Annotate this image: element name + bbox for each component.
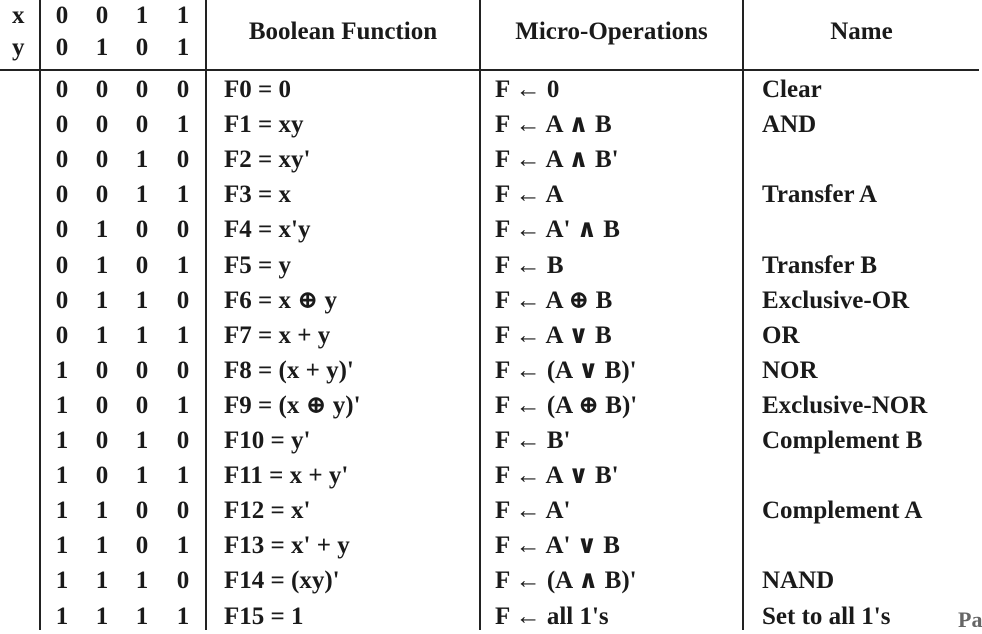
header-x-bit: 1: [176, 2, 190, 29]
header-x-label: x: [12, 2, 25, 29]
row-bit: 0: [135, 216, 149, 244]
row-bit: 1: [95, 251, 109, 279]
operation-name-cell: Exclusive-OR: [762, 286, 910, 314]
table-divider: [39, 0, 41, 630]
row-bit: 0: [55, 146, 69, 174]
boolean-function-cell: F13 = x' + y: [224, 532, 350, 560]
row-bit: 0: [55, 251, 69, 279]
row-bit: 0: [135, 497, 149, 525]
micro-operation-cell: F ← (A ⊕ B)': [495, 391, 638, 419]
header-x-bit: 1: [135, 2, 149, 29]
boolean-function-cell: F6 = x ⊕ y: [224, 286, 337, 314]
boolean-function-cell: F9 = (x ⊕ y)': [224, 391, 361, 419]
column-header-function: Boolean Function: [248, 18, 438, 45]
micro-operation-cell: F ← (A ∨ B)': [495, 356, 637, 384]
row-bit: 0: [176, 356, 190, 384]
micro-operation-cell: F ← A' ∨ B: [495, 532, 620, 560]
row-bit: 0: [135, 111, 149, 139]
operation-name-cell: Set to all 1's: [762, 602, 891, 630]
operation-name-cell: Transfer B: [762, 251, 878, 279]
page-corner-text: Pa: [958, 607, 982, 632]
boolean-function-cell: F5 = y: [224, 251, 292, 279]
row-bit: 0: [95, 181, 109, 209]
micro-operation-cell: F ← B': [495, 427, 571, 454]
row-bit: 1: [135, 427, 149, 454]
row-bit: 1: [55, 356, 69, 384]
row-bit: 1: [135, 181, 149, 209]
row-bit: 0: [55, 286, 69, 314]
operation-name-cell: NOR: [762, 356, 818, 384]
row-bit: 0: [176, 216, 190, 244]
row-bit: 1: [135, 602, 149, 630]
operation-name-cell: Complement B: [762, 427, 923, 454]
row-bit: 0: [176, 76, 190, 103]
row-bit: 0: [95, 427, 109, 454]
row-bit: 0: [95, 146, 109, 174]
row-bit: 1: [135, 321, 149, 349]
row-bit: 0: [135, 251, 149, 279]
row-bit: 0: [176, 286, 190, 314]
micro-operation-cell: F ← (A ∧ B)': [495, 567, 637, 595]
row-bit: 0: [176, 146, 190, 174]
row-bit: 1: [95, 567, 109, 595]
header-y-label: y: [12, 34, 25, 61]
row-bit: 0: [176, 567, 190, 595]
row-bit: 0: [95, 111, 109, 139]
column-header-name: Name: [830, 18, 893, 45]
row-bit: 0: [135, 532, 149, 560]
row-bit: 1: [135, 146, 149, 174]
boolean-function-cell: F15 = 1: [224, 602, 304, 630]
micro-operation-cell: F ← A' ∧ B: [495, 216, 620, 244]
boolean-function-cell: F3 = x: [224, 181, 292, 209]
operation-name-cell: NAND: [762, 567, 835, 595]
row-bit: 1: [55, 391, 69, 419]
header-x-bit: 0: [55, 2, 69, 29]
row-bit: 1: [176, 111, 190, 139]
row-bit: 1: [176, 321, 190, 349]
row-bit: 0: [55, 216, 69, 244]
row-bit: 0: [176, 427, 190, 454]
row-bit: 0: [135, 391, 149, 419]
row-bit: 1: [135, 462, 149, 490]
row-bit: 1: [176, 251, 190, 279]
boolean-function-cell: F0 = 0: [224, 76, 292, 103]
micro-operation-cell: F ← B: [495, 251, 564, 279]
row-bit: 1: [95, 532, 109, 560]
operation-name-cell: Clear: [762, 76, 822, 103]
header-divider: [0, 69, 979, 71]
row-bit: 1: [135, 567, 149, 595]
row-bit: 1: [176, 602, 190, 630]
header-y-bit: 1: [176, 34, 190, 61]
row-bit: 1: [55, 427, 69, 454]
row-bit: 1: [55, 532, 69, 560]
boolean-function-cell: F10 = y': [224, 427, 311, 454]
operation-name-cell: Transfer A: [762, 181, 878, 209]
table-divider: [205, 0, 207, 630]
boolean-function-cell: F1 = xy: [224, 111, 304, 139]
boolean-function-cell: F8 = (x + y)': [224, 356, 354, 384]
boolean-function-cell: F2 = xy': [224, 146, 311, 174]
row-bit: 1: [176, 391, 190, 419]
operation-name-cell: Complement A: [762, 497, 923, 525]
row-bit: 0: [135, 356, 149, 384]
table-divider: [742, 0, 744, 630]
row-bit: 0: [55, 321, 69, 349]
boolean-function-cell: F11 = x + y': [224, 462, 349, 490]
row-bit: 0: [176, 497, 190, 525]
micro-operation-cell: F ← A ∧ B': [495, 146, 619, 174]
row-bit: 1: [135, 286, 149, 314]
boolean-function-cell: F4 = x'y: [224, 216, 311, 244]
row-bit: 0: [55, 111, 69, 139]
row-bit: 1: [55, 567, 69, 595]
row-bit: 1: [55, 602, 69, 630]
row-bit: 0: [55, 181, 69, 209]
micro-operation-cell: F ← A: [495, 181, 564, 209]
row-bit: 1: [95, 321, 109, 349]
row-bit: 0: [135, 76, 149, 103]
table-divider: [479, 0, 481, 630]
header-x-bit: 0: [95, 2, 109, 29]
row-bit: 0: [95, 462, 109, 490]
row-bit: 0: [55, 76, 69, 103]
row-bit: 1: [176, 181, 190, 209]
micro-operation-cell: F ← 0: [495, 76, 560, 103]
row-bit: 1: [176, 532, 190, 560]
micro-operation-cell: F ← A ∨ B: [495, 321, 612, 349]
row-bit: 0: [95, 76, 109, 103]
header-y-bit: 0: [55, 34, 69, 61]
row-bit: 1: [176, 462, 190, 490]
operation-name-cell: OR: [762, 321, 800, 349]
boolean-function-cell: F7 = x + y: [224, 321, 331, 349]
row-bit: 0: [95, 356, 109, 384]
micro-operation-cell: F ← A ∧ B: [495, 111, 612, 139]
row-bit: 1: [55, 497, 69, 525]
row-bit: 1: [95, 602, 109, 630]
column-header-micro-operations: Micro-Operations: [515, 18, 708, 45]
row-bit: 1: [95, 216, 109, 244]
micro-operation-cell: F ← A ⊕ B: [495, 286, 613, 314]
operation-name-cell: AND: [762, 111, 817, 139]
micro-operation-cell: F ← A ∨ B': [495, 462, 619, 490]
row-bit: 1: [55, 462, 69, 490]
boolean-function-cell: F12 = x': [224, 497, 311, 525]
micro-operation-cell: F ← all 1's: [495, 602, 609, 630]
row-bit: 1: [95, 497, 109, 525]
boolean-function-cell: F14 = (xy)': [224, 567, 340, 595]
operation-name-cell: Exclusive-NOR: [762, 391, 928, 419]
row-bit: 0: [95, 391, 109, 419]
micro-operation-cell: F ← A': [495, 497, 571, 525]
header-y-bit: 0: [135, 34, 149, 61]
header-y-bit: 1: [95, 34, 109, 61]
row-bit: 1: [95, 286, 109, 314]
